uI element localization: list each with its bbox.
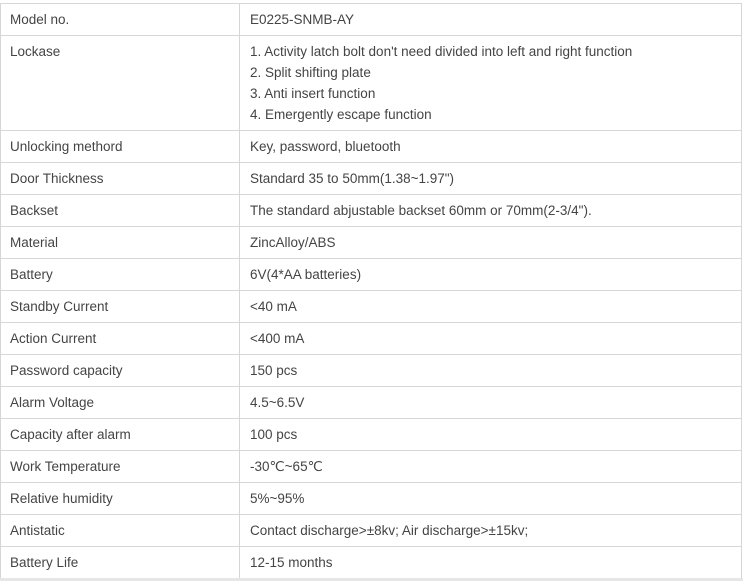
spec-label: Antistatic bbox=[1, 515, 240, 547]
table-row bbox=[1, 547, 742, 579]
spec-label: Door Thickness bbox=[1, 163, 240, 195]
spec-value: 6V(4*AA batteries) bbox=[240, 259, 742, 291]
spec-label: Material bbox=[1, 227, 240, 259]
spec-value: 12-15 months bbox=[240, 547, 742, 579]
table-row bbox=[1, 259, 742, 291]
spec-label: Work Temperature bbox=[1, 451, 240, 483]
table-row bbox=[1, 387, 742, 419]
table-row bbox=[1, 323, 742, 355]
table-row bbox=[1, 227, 742, 259]
table-row bbox=[1, 163, 742, 195]
spec-label: Unlocking methord bbox=[1, 131, 240, 163]
spec-value: -30℃~65℃ bbox=[240, 451, 742, 483]
spec-value: 100 pcs bbox=[240, 419, 742, 451]
spec-value-list bbox=[240, 36, 742, 131]
spec-label: Lockase bbox=[1, 36, 240, 131]
spec-value: 4.5~6.5V bbox=[240, 387, 742, 419]
spec-label: Standby Current bbox=[1, 291, 240, 323]
spec-label: Battery Life bbox=[1, 547, 240, 579]
spec-value-line: 3. Anti insert function bbox=[250, 86, 376, 101]
spec-value: Standard 35 to 50mm(1.38~1.97") bbox=[240, 163, 742, 195]
spec-value: The standard abjustable backset 60mm or 70mm(2-3/4"). bbox=[240, 195, 742, 227]
spec-label: Battery bbox=[1, 259, 240, 291]
table-row bbox=[1, 4, 742, 36]
spec-value-line: 2. Split shifting plate bbox=[250, 65, 371, 80]
table-row bbox=[1, 483, 742, 515]
spec-label: Capacity after alarm bbox=[1, 419, 240, 451]
spec-value: ZincAlloy/ABS bbox=[240, 227, 742, 259]
table-row bbox=[1, 515, 742, 547]
table-row bbox=[1, 131, 742, 163]
spec-value: E0225-SNMB-AY bbox=[240, 4, 742, 36]
table-row bbox=[1, 355, 742, 387]
table-row bbox=[1, 36, 742, 131]
spec-value-line: 4. Emergently escape function bbox=[250, 107, 432, 122]
table-row bbox=[1, 419, 742, 451]
spec-label: Alarm Voltage bbox=[1, 387, 240, 419]
spec-label: Password capacity bbox=[1, 355, 240, 387]
spec-value: <40 mA bbox=[240, 291, 742, 323]
spec-value: 5%~95% bbox=[240, 483, 742, 515]
spec-value: Contact discharge>±8kv; Air discharge>±15kv; bbox=[240, 515, 742, 547]
spec-value: 150 pcs bbox=[240, 355, 742, 387]
spec-label: Backset bbox=[1, 195, 240, 227]
table-row bbox=[1, 195, 742, 227]
spec-label: Action Current bbox=[1, 323, 240, 355]
table-row bbox=[1, 291, 742, 323]
spec-value: Key, password, bluetooth bbox=[240, 131, 742, 163]
spec-table bbox=[0, 3, 742, 579]
spec-value: <400 mA bbox=[240, 323, 742, 355]
table-row bbox=[1, 451, 742, 483]
spec-label: Model no. bbox=[1, 4, 240, 36]
spec-label: Relative humidity bbox=[1, 483, 240, 515]
spec-value-line: 1. Activity latch bolt don't need divided into left and right function bbox=[250, 44, 633, 59]
